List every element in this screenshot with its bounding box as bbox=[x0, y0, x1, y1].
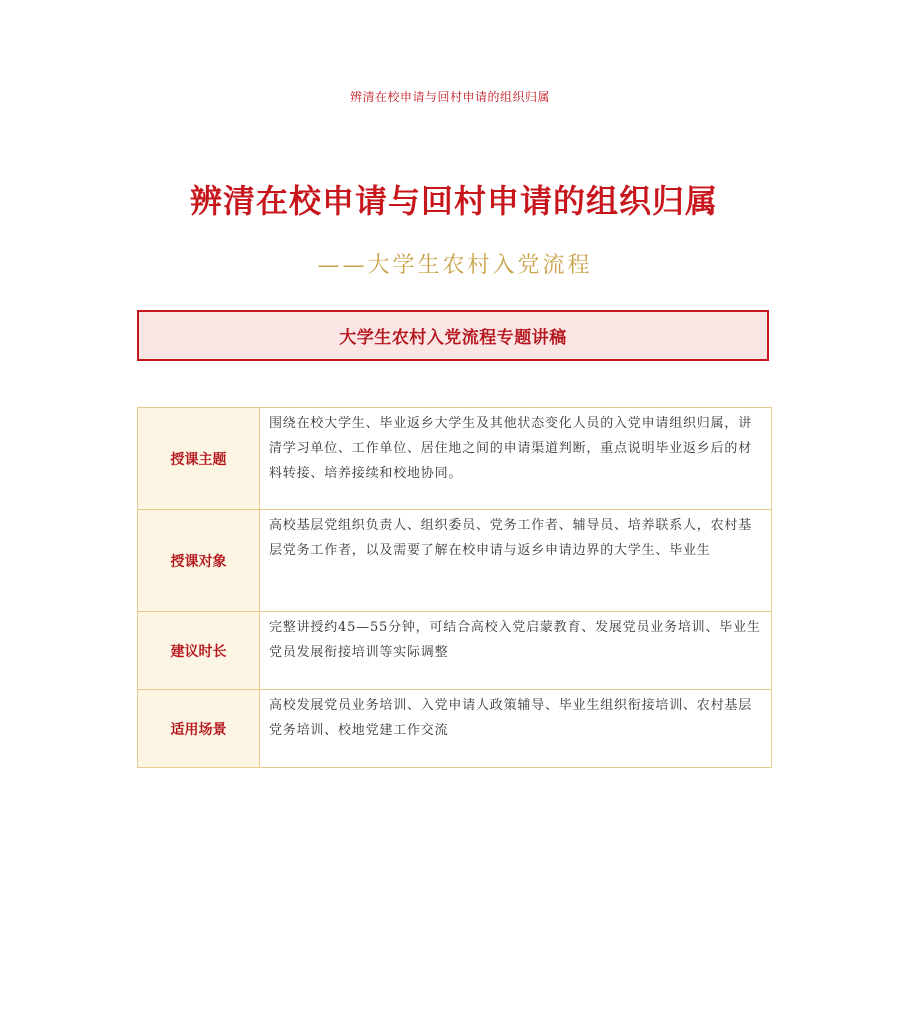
page-header: 辨清在校申请与回村申请的组织归属 bbox=[349, 90, 550, 104]
row-label-audience: 授课对象 bbox=[138, 510, 260, 612]
row-label-topic: 授课主题 bbox=[138, 408, 260, 510]
row-content-duration: 完整讲授约45—55分钟，可结合高校入党启蒙教育、发展党员业务培训、毕业生党员发展衔接培训等实际调整 bbox=[260, 612, 772, 690]
topic-banner bbox=[137, 310, 769, 361]
table-row bbox=[138, 690, 772, 768]
document-subtitle: ——大学生农村入党流程 bbox=[317, 253, 593, 278]
table-row bbox=[138, 408, 772, 510]
row-label-duration: 建议时长 bbox=[138, 612, 260, 690]
course-info-table bbox=[137, 407, 772, 768]
row-content-topic: 围绕在校大学生、毕业返乡大学生及其他状态变化人员的入党申请组织归属，讲清学习单位、工作单位、居住地之间的申请渠道判断，重点说明毕业返乡后的材料转接、培养接续和校地协同。 bbox=[260, 408, 772, 510]
table-row bbox=[138, 510, 772, 612]
row-content-scenario: 高校发展党员业务培训、入党申请人政策辅导、毕业生组织衔接培训、农村基层党务培训、校地党建工作交流 bbox=[260, 690, 772, 768]
row-label-scenario: 适用场景 bbox=[138, 690, 260, 768]
document-title: 辨清在校申请与回村申请的组织归属 bbox=[189, 182, 718, 220]
row-content-audience: 高校基层党组织负责人、组织委员、党务工作者、辅导员、培养联系人，农村基层党务工作者，以及需要了解在校申请与返乡申请边界的大学生、毕业生 bbox=[260, 510, 772, 612]
topic-banner-text: 大学生农村入党流程专题讲稿 bbox=[339, 328, 567, 348]
table-row bbox=[138, 612, 772, 690]
